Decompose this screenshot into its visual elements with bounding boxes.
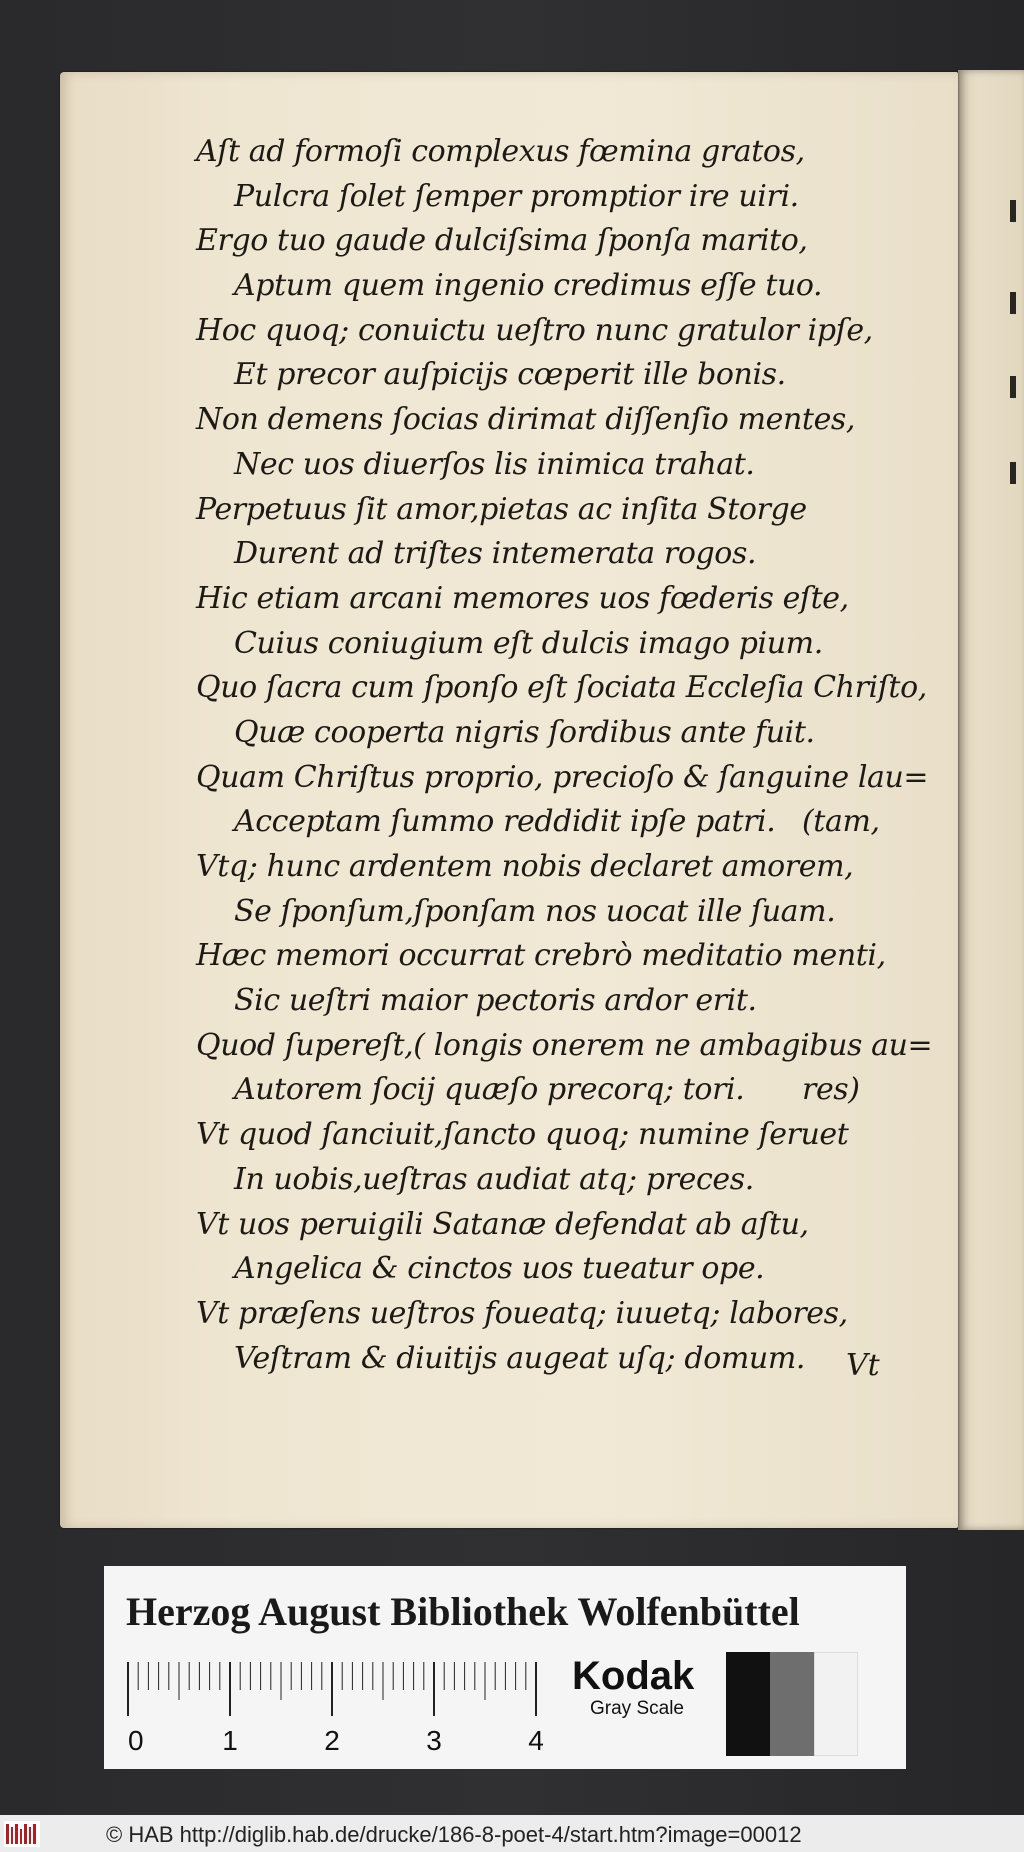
poem-line: [196, 398, 896, 443]
poem-line-text: Quæ cooperta nigris ſordibus ante fuit.: [234, 714, 815, 750]
poem-line: [196, 1068, 896, 1113]
ruler-number: 3: [426, 1725, 442, 1756]
poem-line-text: Quo ſacra cum ſponſo eſt ſociata Eccleſia Chriſto,: [196, 670, 927, 706]
poem-text: [196, 130, 933, 1381]
kodak-logo-text: Kodak: [572, 1654, 695, 1698]
ruler: [124, 1658, 564, 1758]
poem-line: [196, 1158, 896, 1203]
poem-line: [196, 309, 896, 354]
poem-line-text: Vt quod ſanciuit,ſancto quoq; numine ſeruet: [196, 1117, 849, 1153]
poem-line: [196, 488, 896, 533]
poem-line-text: Cuius coniugium eſt dulcis imago pium.: [234, 625, 823, 661]
poem-line: [196, 934, 896, 979]
poem-line-text: Veſtram & diuitijs augeat uſq; domum.: [234, 1340, 806, 1376]
poem-line: [196, 711, 896, 756]
poem-line-text: Non demens ſocias dirimat diſſenſio mentes,: [196, 402, 856, 438]
poem-line-text: Nec uos diuerſos lis inimica trahat.: [234, 446, 755, 482]
poem-line-text: Sic ueſtri maior pectoris ardor erit.: [234, 983, 757, 1019]
poem-line: [196, 264, 896, 309]
swatch-gray: [770, 1652, 814, 1756]
color-calibration-card: [104, 1566, 906, 1769]
poem-line: [196, 756, 929, 801]
poem-line: [196, 890, 896, 935]
poem-line: [196, 175, 896, 220]
poem-line-turnover: res): [802, 1072, 860, 1108]
poem-line-text: In uobis,ueſtras audiat atq; preces.: [234, 1161, 754, 1197]
poem-line: [196, 800, 896, 845]
poem-line-text: Hic etiam arcani memores uos fœderis eſte,: [196, 580, 849, 616]
poem-line-text: Autorem ſocij quæſo precorq; tori.: [234, 1072, 745, 1108]
poem-line-text: Acceptam ſummo reddidit ipſe patri.: [234, 804, 776, 840]
poem-line: [196, 1292, 896, 1337]
ruler-number: 4: [528, 1725, 544, 1756]
poem-line: [196, 979, 896, 1024]
copyright-url: © HAB http://diglib.hab.de/drucke/186-8-poet-4/start.htm?image=00012: [106, 1822, 802, 1847]
poem-line-text: Aptum quem ingenio credimus eſſe tuo.: [234, 268, 823, 304]
next-page-edge: [958, 70, 1024, 1530]
poem-line: [196, 219, 896, 264]
poem-line-turnover: (tam,: [802, 804, 880, 840]
poem-line: [196, 1247, 896, 1292]
poem-line: [196, 130, 896, 175]
poem-line: [196, 532, 896, 577]
poem-line: [196, 1337, 896, 1382]
poem-line-text: Quod ſupereſt,( longis onerem ne ambagibus au=: [196, 1027, 933, 1063]
poem-line-text: Aſt ad formoſi complexus fœmina gratos,: [196, 134, 805, 169]
poem-line-text: Hoc quoq; conuictu ueſtro nunc gratulor ipſe,: [196, 312, 873, 348]
poem-line: [196, 1203, 896, 1248]
poem-line-text: Et precor auſpicijs cœperit ille bonis.: [234, 357, 786, 393]
poem-line: [196, 1024, 933, 1069]
poem-line: [196, 845, 896, 890]
poem-line-text: Angelica & cinctos uos tueatur ope.: [234, 1251, 765, 1287]
poem-line-text: Durent ad triſtes intemerata rogos.: [234, 536, 757, 572]
ruler-number: 2: [324, 1725, 340, 1756]
catchword: Vt: [846, 1348, 880, 1383]
swatch-white: [814, 1652, 858, 1756]
ruler-number: 1: [222, 1725, 238, 1756]
poem-line-text: Vtq; hunc ardentem nobis declaret amorem,: [196, 849, 854, 884]
poem-line: [196, 443, 896, 488]
footer-bar: [0, 1815, 1024, 1852]
poem-line: [196, 577, 896, 622]
poem-line: [196, 1113, 896, 1158]
gray-scale-label: Gray Scale: [590, 1698, 684, 1719]
poem-line-text: Pulcra ſolet ſemper promptior ire uiri.: [234, 178, 799, 214]
poem-line-text: Vt præſens ueſtros foueatq; iuuetq; labores,: [196, 1295, 848, 1331]
poem-line-text: Quam Chriſtus proprio, precioſo & ſanguine lau=: [196, 759, 929, 795]
poem-line-text: Vt uos peruigili Satanæ defendat ab aſtu,: [196, 1206, 809, 1242]
poem-line: [196, 622, 896, 667]
hab-logo-icon: [4, 1821, 40, 1847]
library-name: Herzog August Bibliothek Wolfenbüttel: [126, 1589, 800, 1634]
poem-line: [196, 666, 927, 711]
poem-line-text: Se ſponſum,ſponſam nos uocat ille ſuam.: [234, 893, 836, 929]
swatch-black: [726, 1652, 770, 1756]
ruler-number: 0: [128, 1725, 144, 1756]
poem-line-text: Perpetuus ſit amor,pietas ac inſita Storge: [196, 491, 807, 527]
poem-line-text: Hæc memori occurrat crebrò meditatio menti,: [196, 938, 886, 974]
poem-line-text: Ergo tuo gaude dulciſsima ſponſa marito,: [196, 223, 808, 259]
poem-line: [196, 353, 896, 398]
